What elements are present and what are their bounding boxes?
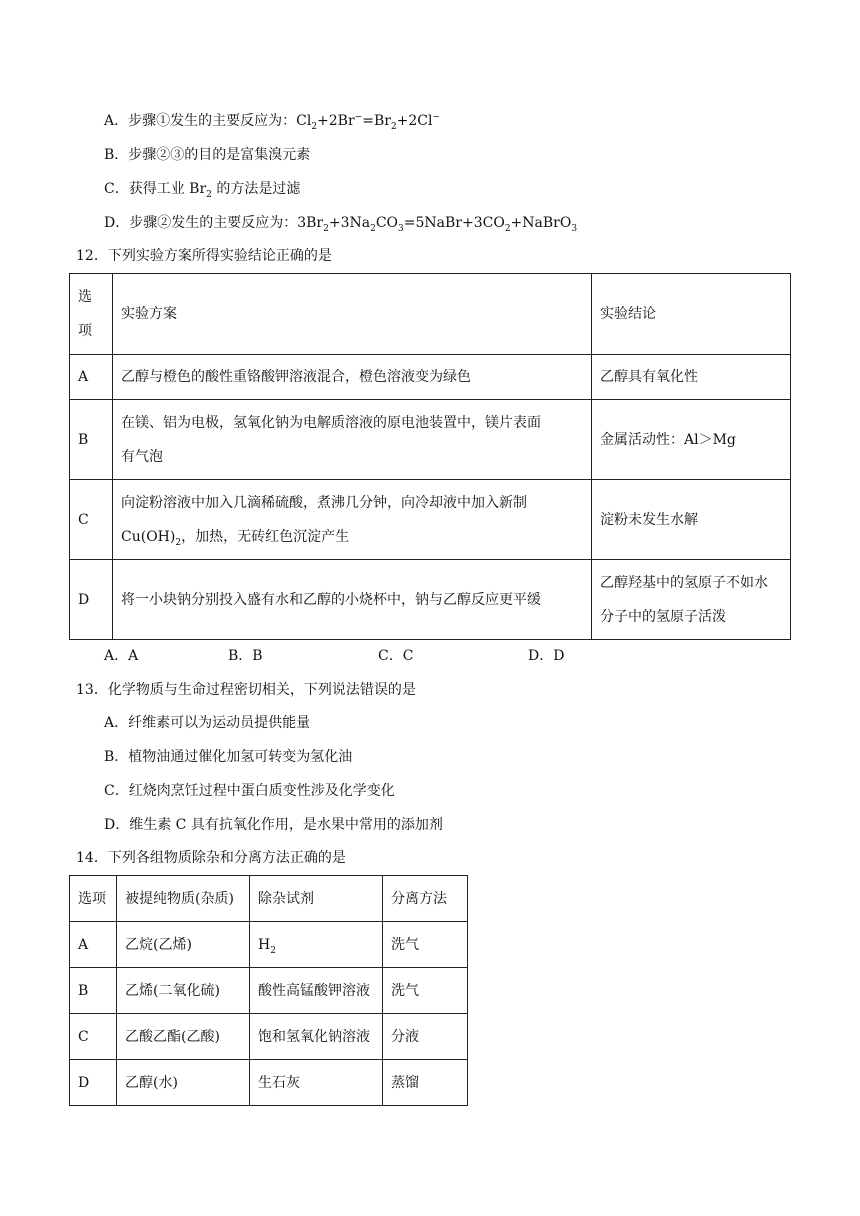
row-method: 蒸馏 [383, 1060, 468, 1106]
row-substance: 乙醇(水) [117, 1060, 250, 1106]
header-reagent: 除杂试剂 [250, 876, 383, 922]
q12-answer-a: A．A [104, 648, 139, 664]
row-method: 洗气 [383, 922, 468, 968]
header-option: 选项 [70, 876, 117, 922]
row-option: D [70, 560, 113, 640]
row-conclusion: 乙醇具有氧化性 [592, 355, 791, 400]
header-plan: 实验方案 [113, 274, 592, 355]
row-reagent: 饱和氢氧化钠溶液 [250, 1014, 383, 1060]
table-row [70, 480, 791, 560]
row-reagent: 生石灰 [250, 1060, 383, 1106]
table-header-row [70, 274, 791, 355]
q12-table [69, 273, 791, 640]
q13-option-a: A．纤维素可以为运动员提供能量 [104, 715, 311, 731]
q11-option-a: A．步骤①发生的主要反应为：$Cl_2+2Br^-=Br_2+2Cl^-$ [104, 112, 441, 132]
q12-answer-b: B．B [228, 648, 263, 664]
row-option: A [70, 355, 113, 400]
row-plan: 乙醇与橙色的酸性重铬酸钾溶液混合，橙色溶液变为绿色 [113, 355, 592, 400]
table-row [70, 560, 791, 640]
q11-option-b: B．步骤②③的目的是富集溴元素 [104, 147, 311, 163]
header-option: 选 项 [70, 274, 113, 355]
row-option: C [70, 1014, 117, 1060]
header-substance: 被提纯物质(杂质) [117, 876, 250, 922]
q12-stem: 12．下列实验方案所得实验结论正确的是 [76, 248, 332, 264]
row-reagent: $H_2$ [250, 922, 383, 968]
table-header-row [70, 876, 468, 922]
row-substance: 乙烷(乙烯) [117, 922, 250, 968]
row-plan: 向淀粉溶液中加入几滴稀硫酸，煮沸几分钟，向冷却液中加入新制 $Cu(OH)_2$，加热，无砖红色沉淀产生 [113, 480, 592, 560]
table-row [70, 355, 791, 400]
q13-option-d: D．维生素 C 具有抗氧化作用，是水果中常用的添加剂 [104, 817, 443, 833]
row-method: 分液 [383, 1014, 468, 1060]
row-plan: 将一小块钠分别投入盛有水和乙醇的小烧杯中，钠与乙醇反应更平缓 [113, 560, 592, 640]
row-option: B [70, 968, 117, 1014]
row-method: 洗气 [383, 968, 468, 1014]
q11-option-c: C．获得工业 $Br_2$ 的方法是过滤 [104, 181, 301, 200]
q13-option-c: C．红烧肉烹饪过程中蛋白质变性涉及化学变化 [104, 783, 395, 799]
q12-answer-d: D．D [528, 648, 565, 664]
row-option: B [70, 400, 113, 480]
q13-stem: 13．化学物质与生命过程密切相关，下列说法错误的是 [76, 682, 416, 698]
row-option: A [70, 922, 117, 968]
row-plan: 在镁、铝为电极，氢氧化钠为电解质溶液的原电池装置中，镁片表面 有气泡 [113, 400, 592, 480]
q14-table [69, 875, 468, 1106]
table-row [70, 922, 468, 968]
row-reagent: 酸性高锰酸钾溶液 [250, 968, 383, 1014]
header-conclusion: 实验结论 [592, 274, 791, 355]
table-row [70, 968, 468, 1014]
table-row [70, 1060, 468, 1106]
header-method: 分离方法 [383, 876, 468, 922]
q14-stem: 14．下列各组物质除杂和分离方法正确的是 [76, 850, 346, 866]
row-option: C [70, 480, 113, 560]
row-option: D [70, 1060, 117, 1106]
table-row [70, 1014, 468, 1060]
row-conclusion: 淀粉未发生水解 [592, 480, 791, 560]
row-substance: 乙烯(二氧化硫) [117, 968, 250, 1014]
q12-answer-c: C．C [378, 648, 414, 664]
row-substance: 乙酸乙酯(乙酸) [117, 1014, 250, 1060]
q11-option-d: D．步骤②发生的主要反应为：$3Br_2+3Na_2CO_3=5NaBr+3CO_2+NaBrO_3$ [104, 215, 578, 234]
q13-option-b: B．植物油通过催化加氢可转变为氢化油 [104, 749, 353, 765]
table-row [70, 400, 791, 480]
row-conclusion: 金属活动性：Al＞Mg [592, 400, 791, 480]
row-conclusion: 乙醇羟基中的氢原子不如水 分子中的氢原子活泼 [592, 560, 791, 640]
